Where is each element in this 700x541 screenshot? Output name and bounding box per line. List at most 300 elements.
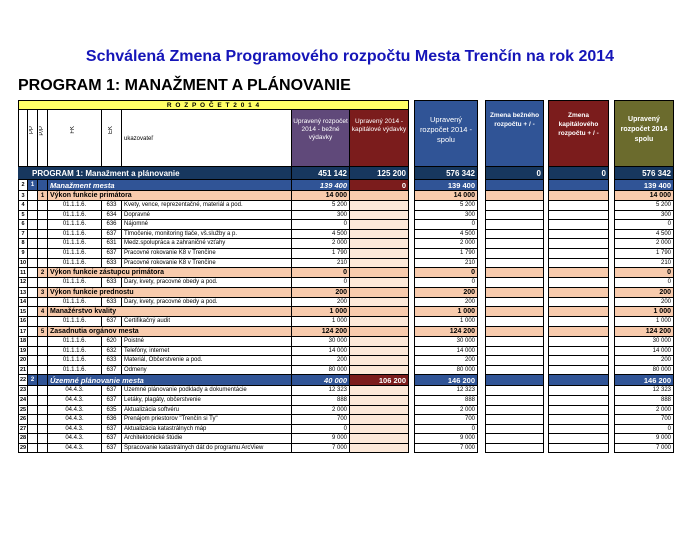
cell-kapitalove [350,278,409,288]
cell-fk: 01.1.1.6. [48,230,102,240]
cell-upraveny-spolu: 0 [614,220,674,230]
cell-upraveny-spolu: 200 [614,356,674,366]
cell-upraveny-spolu: 2 000 [614,406,674,416]
cell-kapitalove: 125 200 [350,167,409,180]
cell-kapitalove [350,434,409,444]
cell-bezne: 200 [292,356,350,366]
col-header-kapitalove [350,110,409,167]
cell-spolu: 200 [414,298,478,308]
cell-kapitalove [350,259,409,269]
cell-pp [28,220,38,230]
cell-fk: 01.1.1.6. [48,278,102,288]
cell-bezne: 2 000 [292,406,350,416]
cell-zmena-kapital [548,211,609,221]
cell-zmena-bezneho [485,327,544,337]
cell-fk: 01.1.1.6. [48,317,102,327]
row-number: 9 [18,249,28,259]
cell-pdp [38,211,48,221]
cell-ukazovatel: Dary, kvety, pracovné obedy a pod. [122,298,292,308]
cell-kapitalove [350,366,409,376]
cell-kapitalove: 106 200 [350,375,409,386]
cell-bezne: 14 000 [292,191,350,201]
cell-pp [28,307,38,317]
col-header-fk [48,110,102,167]
cell-ukazovatel: Aktualizácia softvéru [122,406,292,416]
cell-pp [28,327,38,337]
cell-bezne: 200 [292,288,350,298]
cell-zmena-bezneho [485,249,544,259]
cell-spolu: 0 [414,220,478,230]
cell-ukazovatel: Dary, kvety, pracovné obedy a pod. [122,278,292,288]
cell-ek: 636 [102,415,122,425]
cell-zmena-bezneho [485,425,544,435]
cell-zmena-bezneho [485,239,544,249]
cell-bezne: 14 000 [292,347,350,357]
col-header-bezne-label: Upravený rozpočet 2014 - bežné výdavky [293,118,348,141]
cell-zmena-kapital [548,425,609,435]
row-number: 26 [18,415,28,425]
row-number: 29 [18,444,28,454]
cell-fk: 01.1.1.6. [48,249,102,259]
cell-fk: 01.1.1.6. [48,220,102,230]
cell-zmena-kapital [548,288,609,298]
cell-upraveny-spolu: 12 323 [614,386,674,396]
cell-fk: 01.1.1.6. [48,356,102,366]
cell-pdp [38,415,48,425]
cell-bezne: 300 [292,211,350,221]
cell-pdp [38,317,48,327]
cell-ek: 633 [102,259,122,269]
cell-ek: 631 [102,239,122,249]
cell-kapitalove [350,356,409,366]
cell-pp: 1 [28,180,38,191]
cell-ukazovatel: Spracovanie katastrálnych dát do programu ArcView [122,444,292,454]
row-number: 24 [18,396,28,406]
col-header-pdp-label: P/P [39,126,45,136]
cell-zmena-bezneho [485,288,544,298]
cell-spolu: 14 000 [414,191,478,201]
cell-ukazovatel: Odmeny [122,366,292,376]
cell-zmena-bezneho [485,386,544,396]
row-number: 21 [18,366,28,376]
cell-bezne: 5 200 [292,201,350,211]
cell-kapitalove [350,347,409,357]
cell-pdp [38,366,48,376]
cell-pp [28,278,38,288]
cell-zmena-kapital [548,317,609,327]
cell-spolu: 210 [414,259,478,269]
cell-ukazovatel: Prenájom priestorov "Trenčín si Ty" [122,415,292,425]
cell-zmena-bezneho [485,444,544,454]
cell-ukazovatel: Letáky, plagáty, občerstvenie [122,396,292,406]
cell-pp [28,191,38,201]
cell-kapitalove [350,444,409,454]
cell-upraveny-spolu: 200 [614,288,674,298]
cell-fk: 04.4.3. [48,406,102,416]
col-header-spolu-label: Upravený rozpočet 2014 - spolu [419,115,473,144]
cell-pdp: 3 [38,288,48,298]
cell-upraveny-spolu: 576 342 [614,167,674,180]
cell-zmena-kapital [548,386,609,396]
col-header-zmena-bezneho [485,100,544,167]
cell-fk: 01.1.1.6. [48,337,102,347]
cell-pdp [38,278,48,288]
cell-zmena-bezneho [485,356,544,366]
cell-zmena-kapital [548,191,609,201]
cell-spolu: 14 000 [414,347,478,357]
cell-kapitalove [350,230,409,240]
cell-spolu: 200 [414,356,478,366]
cell-fk: 01.1.1.6. [48,239,102,249]
cell-kapitalove [350,288,409,298]
cell-zmena-bezneho [485,220,544,230]
cell-bezne: 80 000 [292,366,350,376]
cell-ek: 637 [102,386,122,396]
cell-ek: 637 [102,444,122,454]
cell-bezne: 40 000 [292,375,350,386]
row-number: 12 [18,278,28,288]
row-number: 23 [18,386,28,396]
cell-pp [28,239,38,249]
cell-pp [28,288,38,298]
cell-upraveny-spolu: 5 200 [614,201,674,211]
cell-upraveny-spolu: 14 000 [614,347,674,357]
col-header-fk-label: FK [70,126,76,134]
cell-zmena-kapital [548,444,609,454]
cell-bezne: 1 000 [292,317,350,327]
row-number: 8 [18,239,28,249]
cell-kapitalove [350,327,409,337]
cell-upraveny-spolu: 1 000 [614,317,674,327]
col-header-pp [28,110,38,167]
row-number: 22 [18,375,28,386]
program-subtitle: PROGRAM 1: MANAŽMENT A PLÁNOVANIE [18,77,351,94]
cell-upraveny-spolu: 146 200 [614,375,674,386]
cell-ek: 633 [102,278,122,288]
cell-kapitalove [350,298,409,308]
cell-pdp [38,425,48,435]
cell-zmena-kapital [548,278,609,288]
cell-kapitalove [350,239,409,249]
cell-spolu: 0 [414,425,478,435]
row-number: 25 [18,406,28,416]
cell-zmena-kapital [548,396,609,406]
cell-bezne: 888 [292,396,350,406]
cell-pp [28,211,38,221]
cell-upraveny-spolu: 4 500 [614,230,674,240]
cell-spolu: 7 000 [414,444,478,454]
cell-zmena-bezneho: 0 [485,167,544,180]
col-header-upraveny-spolu-label: Upravený rozpočet 2014 spolu [620,116,668,143]
cell-pp [28,298,38,308]
cell-zmena-bezneho [485,366,544,376]
row-number: 18 [18,337,28,347]
cell-fk: 01.1.1.6. [48,201,102,211]
cell-spolu: 200 [414,288,478,298]
cell-spolu: 124 200 [414,327,478,337]
cell-pdp [38,386,48,396]
cell-ek: 637 [102,396,122,406]
cell-zmena-kapital [548,415,609,425]
col-header-zmena-bezneho-label: Zmena bežného rozpočtu + / - [489,112,540,128]
cell-bezne: 0 [292,425,350,435]
cell-kapitalove [350,201,409,211]
cell-ek: 637 [102,434,122,444]
row-number: 19 [18,347,28,357]
cell-pp [28,366,38,376]
cell-zmena-kapital [548,268,609,278]
cell-pp [28,230,38,240]
cell-kapitalove [350,249,409,259]
cell-zmena-bezneho [485,347,544,357]
cell-kapitalove [350,337,409,347]
col-header-zmena-kapital-label: Zmena kapitálového rozpočtu + / - [558,112,599,137]
cell-ukazovatel: Kvety, vence, reprezentačné, materiál a pod. [122,201,292,211]
cell-pp [28,201,38,211]
cell-ek: 633 [102,298,122,308]
cell-kapitalove [350,415,409,425]
cell-zmena-bezneho [485,317,544,327]
row-number: 10 [18,259,28,269]
cell-fk: 04.4.3. [48,396,102,406]
cell-spolu: 0 [414,268,478,278]
cell-pp [28,415,38,425]
cell-pp [28,337,38,347]
col-header-bezne [292,110,350,167]
cell-spolu: 300 [414,211,478,221]
rozpocet-band [18,100,409,110]
cell-pp [28,386,38,396]
cell-ukazovatel: Tlmočenie, monitoring tlače, vš.služby a p. [122,230,292,240]
cell-zmena-kapital [548,239,609,249]
cell-pp [28,396,38,406]
cell-zmena-kapital [548,259,609,269]
cell-zmena-kapital [548,230,609,240]
cell-ukazovatel: Medz.spolupráca a zahraničné vzťahy [122,239,292,249]
cell-spolu: 9 000 [414,434,478,444]
row-number: 14 [18,298,28,308]
cell-bezne: 200 [292,298,350,308]
cell-bezne: 7 000 [292,444,350,454]
cell-pdp [38,239,48,249]
cell-spolu: 888 [414,396,478,406]
cell-zmena-bezneho [485,180,544,191]
cell-bezne: 451 142 [292,167,350,180]
cell-ukazovatel: Výkon funkcie prednostu [48,288,292,298]
cell-zmena-kapital [548,366,609,376]
cell-ukazovatel: Výkon funkcie primátora [48,191,292,201]
col-header-rownum [18,110,28,167]
cell-ukazovatel: PROGRAM 1: Manažment a plánovanie [18,167,292,180]
cell-spolu: 2 000 [414,406,478,416]
cell-ek: 633 [102,201,122,211]
cell-kapitalove [350,386,409,396]
cell-bezne: 2 000 [292,239,350,249]
cell-upraveny-spolu: 7 000 [614,444,674,454]
cell-bezne: 0 [292,278,350,288]
cell-upraveny-spolu: 0 [614,268,674,278]
cell-pdp [38,230,48,240]
cell-fk: 01.1.1.6. [48,347,102,357]
row-number: 15 [19,309,27,316]
cell-upraveny-spolu: 200 [614,298,674,308]
cell-spolu: 0 [414,278,478,288]
cell-zmena-kapital [548,375,609,386]
cell-zmena-bezneho [485,278,544,288]
cell-pdp [38,375,48,386]
cell-pdp [38,180,48,191]
cell-fk: 04.4.3. [48,434,102,444]
cell-upraveny-spolu: 139 400 [614,180,674,191]
cell-zmena-kapital [548,347,609,357]
cell-ek: 637 [102,425,122,435]
cell-bezne: 0 [292,220,350,230]
cell-pdp [38,406,48,416]
cell-upraveny-spolu: 888 [614,396,674,406]
cell-spolu: 12 323 [414,386,478,396]
cell-zmena-kapital [548,249,609,259]
cell-zmena-kapital [548,327,609,337]
cell-spolu: 80 000 [414,366,478,376]
cell-bezne: 1 000 [292,307,350,317]
cell-pdp: 4 [38,307,48,317]
cell-ek: 637 [102,230,122,240]
cell-bezne: 210 [292,259,350,269]
cell-ek: 637 [102,366,122,376]
cell-bezne: 0 [292,268,350,278]
cell-fk: 04.4.3. [48,425,102,435]
cell-ek: 632 [102,347,122,357]
cell-pp [28,406,38,416]
cell-zmena-bezneho [485,211,544,221]
cell-bezne: 139 400 [292,180,350,191]
col-header-ukazovatel [122,110,292,167]
cell-ek: 635 [102,406,122,416]
cell-kapitalove [350,211,409,221]
cell-upraveny-spolu: 300 [614,211,674,221]
cell-zmena-kapital [548,180,609,191]
cell-kapitalove [350,317,409,327]
cell-pp [28,347,38,357]
cell-ukazovatel: Manažment mesta [48,180,292,191]
cell-zmena-bezneho [485,230,544,240]
cell-bezne: 12 323 [292,386,350,396]
row-number: 2 [18,180,28,191]
cell-ukazovatel: Pracovné rokovanie K8 v Trenčíne [122,249,292,259]
cell-fk: 01.1.1.6. [48,211,102,221]
cell-zmena-bezneho [485,307,544,317]
row-number: 17 [19,328,27,335]
cell-pp: 2 [28,375,38,386]
cell-pdp [38,298,48,308]
cell-bezne: 4 500 [292,230,350,240]
cell-ukazovatel: Aktualizácia katastrálnych máp [122,425,292,435]
col-header-pp-label: PP [29,126,35,135]
cell-pdp: 5 [38,327,48,337]
cell-pdp [38,444,48,454]
cell-zmena-bezneho [485,259,544,269]
cell-zmena-bezneho [485,375,544,386]
cell-pdp: 2 [38,268,48,278]
cell-zmena-bezneho [485,337,544,347]
cell-spolu: 700 [414,415,478,425]
rozpocet-band-label: R O Z P O Č E T 2 0 1 4 [166,102,261,109]
cell-upraveny-spolu: 124 200 [614,327,674,337]
cell-fk: 04.4.3. [48,415,102,425]
cell-ek: 633 [102,356,122,366]
cell-spolu: 146 200 [414,375,478,386]
row-number: 6 [18,220,28,230]
cell-zmena-bezneho [485,434,544,444]
cell-pdp [38,337,48,347]
cell-ukazovatel: Manažérstvo kvality [48,307,292,317]
cell-pdp [38,347,48,357]
cell-spolu: 1 000 [414,307,478,317]
cell-pp [28,434,38,444]
cell-ukazovatel: Certifikačný audit [122,317,292,327]
cell-kapitalove [350,191,409,201]
cell-ukazovatel: Územné plánovanie podklady a dokumentácie [122,386,292,396]
row-number: 11 [18,268,28,278]
cell-zmena-kapital [548,406,609,416]
cell-zmena-kapital [548,434,609,444]
cell-pdp [38,396,48,406]
cell-upraveny-spolu: 14 000 [614,191,674,201]
cell-ukazovatel: Nájomné [122,220,292,230]
row-number: 28 [18,434,28,444]
cell-kapitalove [350,406,409,416]
col-header-upraveny-spolu [614,100,674,167]
cell-pdp [38,434,48,444]
cell-fk: 04.4.3. [48,444,102,454]
cell-zmena-kapital [548,220,609,230]
cell-ukazovatel: Zasadnutia orgánov mesta [48,327,292,337]
cell-ukazovatel: Územné plánovanie mesta [48,375,292,386]
cell-ek: 637 [102,249,122,259]
col-header-ukazovatel-label: ukazovateľ [124,136,154,142]
cell-pdp [38,249,48,259]
cell-fk: 01.1.1.6. [48,366,102,376]
row-number: 4 [18,201,28,211]
cell-upraveny-spolu: 9 000 [614,434,674,444]
page-title: Schválená Zmena Programového rozpočtu Mesta Trenčín na rok 2014 [85,48,615,65]
cell-ek: 620 [102,337,122,347]
cell-upraveny-spolu: 1 000 [614,307,674,317]
cell-zmena-bezneho [485,268,544,278]
cell-spolu: 5 200 [414,201,478,211]
cell-pp [28,249,38,259]
cell-bezne: 700 [292,415,350,425]
cell-spolu: 4 500 [414,230,478,240]
cell-zmena-kapital [548,298,609,308]
cell-pp [28,268,38,278]
cell-upraveny-spolu: 2 000 [614,239,674,249]
cell-upraveny-spolu: 0 [614,425,674,435]
cell-pp [28,259,38,269]
cell-ukazovatel: Materiál, Občerstvenie a pod. [122,356,292,366]
cell-zmena-bezneho [485,415,544,425]
cell-spolu: 30 000 [414,337,478,347]
cell-upraveny-spolu: 80 000 [614,366,674,376]
cell-fk: 04.4.3. [48,386,102,396]
cell-zmena-bezneho [485,191,544,201]
cell-ukazovatel: Telefóny, internet [122,347,292,357]
cell-pdp [38,259,48,269]
cell-ek: 637 [102,317,122,327]
cell-spolu: 1 000 [414,317,478,327]
cell-upraveny-spolu: 210 [614,259,674,269]
cell-pp [28,356,38,366]
